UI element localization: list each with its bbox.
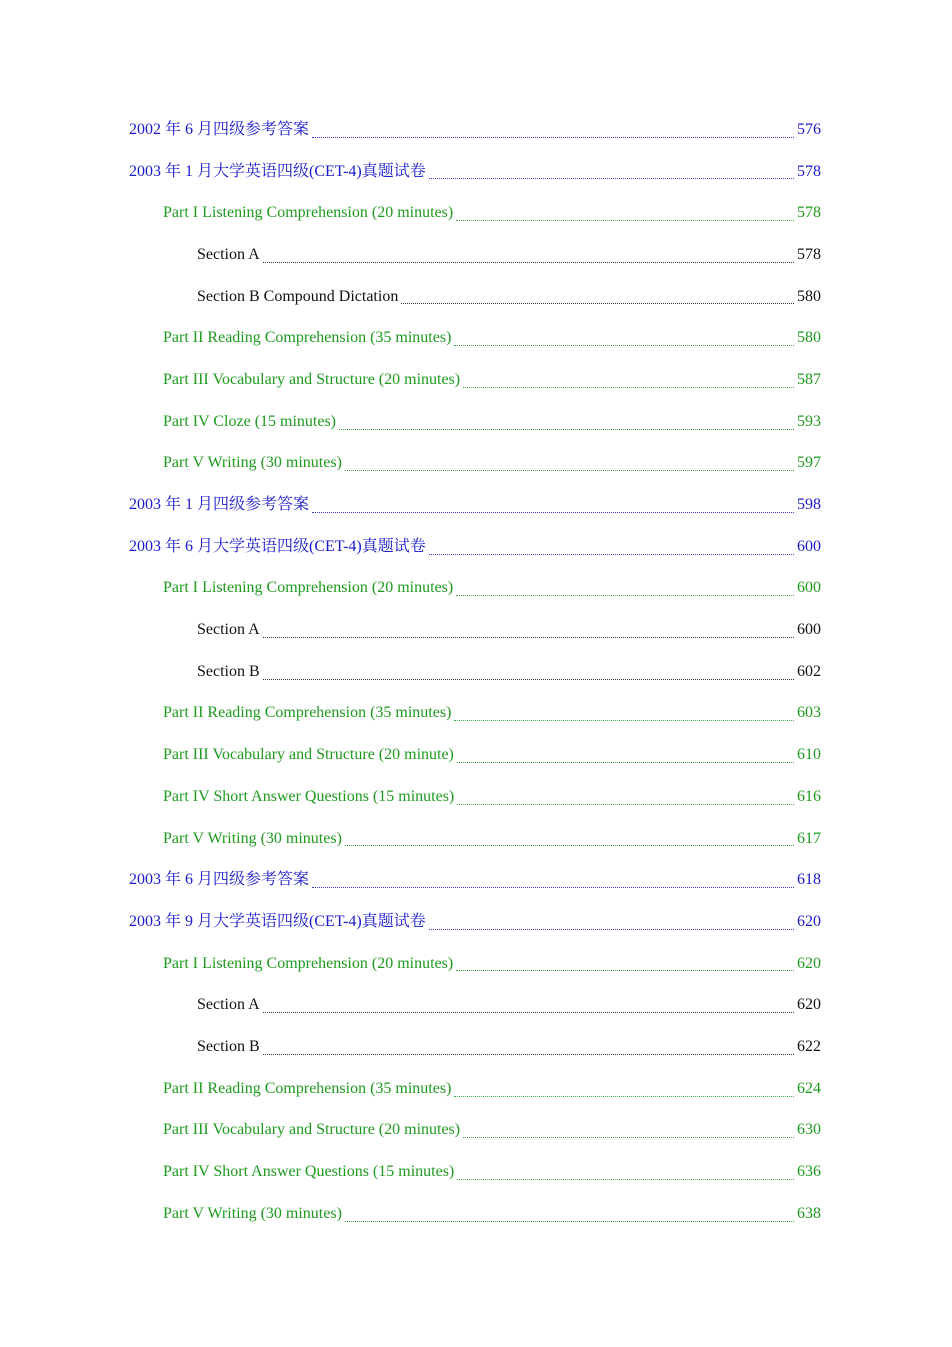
toc-entry-page-number[interactable]: 616 xyxy=(797,787,821,805)
dot-leader xyxy=(263,636,794,638)
toc-entry-title[interactable]: Part II Reading Comprehension (35 minutes) xyxy=(163,329,452,347)
toc-entry[interactable] xyxy=(0,776,952,818)
toc-entry-page-number[interactable]: 620 xyxy=(797,996,821,1014)
toc-entry[interactable] xyxy=(0,359,952,401)
dot-leader xyxy=(463,1136,794,1138)
toc-entry-page-number[interactable]: 578 xyxy=(797,204,821,222)
dot-leader xyxy=(345,469,794,471)
toc-entry-page-number[interactable]: 618 xyxy=(797,871,821,889)
toc-entry[interactable] xyxy=(0,192,952,234)
toc-entry-title[interactable]: Section B Compound Dictation xyxy=(197,287,399,305)
dot-leader xyxy=(263,1011,794,1013)
dot-leader xyxy=(312,136,794,138)
toc-entry-page-number[interactable]: 600 xyxy=(797,621,821,639)
dot-leader xyxy=(401,302,794,304)
toc-entry-page-number[interactable]: 630 xyxy=(797,1121,821,1139)
toc-entry[interactable] xyxy=(0,1068,952,1110)
dot-leader xyxy=(454,719,794,721)
toc-entry-page-number[interactable]: 576 xyxy=(797,120,821,138)
toc-entry[interactable] xyxy=(0,693,952,735)
toc-entry[interactable] xyxy=(0,734,952,776)
toc-entry[interactable] xyxy=(0,1110,952,1152)
toc-entry-title[interactable]: Part V Writing (30 minutes) xyxy=(163,829,342,847)
dot-leader xyxy=(429,928,794,930)
toc-entry[interactable] xyxy=(0,1193,952,1235)
dot-leader xyxy=(429,177,794,179)
toc-entry-title[interactable]: Section B xyxy=(197,662,260,680)
toc-entry-title[interactable]: Part III Vocabulary and Structure (20 minutes) xyxy=(163,1121,461,1139)
toc-entry-page-number[interactable]: 600 xyxy=(797,537,821,555)
toc-entry-title[interactable]: 2003 年 1 月四级参考答案 xyxy=(129,496,310,514)
toc-entry-title[interactable]: Part III Vocabulary and Structure (20 minutes) xyxy=(163,370,461,388)
dot-leader xyxy=(312,511,794,513)
toc-entry[interactable] xyxy=(0,443,952,485)
dot-leader xyxy=(263,1053,794,1055)
dot-leader xyxy=(457,1178,794,1180)
toc-entry-title[interactable]: Part IV Short Answer Questions (15 minutes) xyxy=(163,787,455,805)
toc-entry-page-number[interactable]: 587 xyxy=(797,370,821,388)
toc-entry[interactable] xyxy=(0,1151,952,1193)
dot-leader xyxy=(457,761,794,763)
dot-leader xyxy=(263,678,794,680)
toc-entry-title[interactable]: 2003 年 6 月大学英语四级(CET-4)真题试卷 xyxy=(129,537,426,555)
toc-entry[interactable] xyxy=(0,526,952,568)
toc-entry-title[interactable]: Part IV Short Answer Questions (15 minutes) xyxy=(163,1163,455,1181)
toc-entry-page-number[interactable]: 580 xyxy=(797,329,821,347)
toc-entry[interactable] xyxy=(0,568,952,610)
toc-entry-page-number[interactable]: 578 xyxy=(797,162,821,180)
toc-entry[interactable] xyxy=(0,943,952,985)
toc-entry-title[interactable]: Part II Reading Comprehension (35 minutes) xyxy=(163,704,452,722)
dot-leader xyxy=(429,553,794,555)
toc-entry-title[interactable]: Section A xyxy=(197,996,260,1014)
toc-entry-page-number[interactable]: 603 xyxy=(797,704,821,722)
toc-entry-title[interactable]: Part III Vocabulary and Structure (20 minute) xyxy=(163,746,454,764)
dot-leader xyxy=(456,969,794,971)
toc-entry-page-number[interactable]: 600 xyxy=(797,579,821,597)
toc-entry-title[interactable]: 2002 年 6 月四级参考答案 xyxy=(129,120,310,138)
toc-entry-page-number[interactable]: 580 xyxy=(797,287,821,305)
toc-entry-title[interactable]: Part I Listening Comprehension (20 minutes) xyxy=(163,579,454,597)
toc-entry-page-number[interactable]: 624 xyxy=(797,1079,821,1097)
dot-leader xyxy=(339,428,794,430)
dot-leader xyxy=(456,594,794,596)
toc-entry[interactable] xyxy=(0,484,952,526)
toc-entry-title[interactable]: Section A xyxy=(197,245,260,263)
toc-entry-page-number[interactable]: 597 xyxy=(797,454,821,472)
toc-entry-title[interactable]: Part I Listening Comprehension (20 minutes) xyxy=(163,954,454,972)
dot-leader xyxy=(312,886,794,888)
dot-leader xyxy=(454,1095,794,1097)
toc-entry-title[interactable]: 2003 年 1 月大学英语四级(CET-4)真题试卷 xyxy=(129,162,426,180)
dot-leader xyxy=(456,219,794,221)
toc-entry-page-number[interactable]: 593 xyxy=(797,412,821,430)
toc-entry-page-number[interactable]: 620 xyxy=(797,954,821,972)
toc-entry-title[interactable]: Part I Listening Comprehension (20 minutes) xyxy=(163,204,454,222)
toc-entry-title[interactable]: 2003 年 9 月大学英语四级(CET-4)真题试卷 xyxy=(129,912,426,930)
dot-leader xyxy=(263,261,794,263)
toc-entry-page-number[interactable]: 617 xyxy=(797,829,821,847)
toc-entry-page-number[interactable]: 636 xyxy=(797,1163,821,1181)
toc-entry[interactable] xyxy=(0,151,952,193)
table-of-contents xyxy=(0,109,952,1235)
toc-entry-title[interactable]: Section A xyxy=(197,621,260,639)
toc-entry-page-number[interactable]: 622 xyxy=(797,1037,821,1055)
toc-entry-title[interactable]: Part IV Cloze (15 minutes) xyxy=(163,412,337,430)
toc-entry[interactable] xyxy=(0,859,952,901)
toc-entry-page-number[interactable]: 578 xyxy=(797,245,821,263)
toc-entry[interactable] xyxy=(0,901,952,943)
toc-entry[interactable] xyxy=(0,609,952,651)
toc-entry-title[interactable]: Section B xyxy=(197,1037,260,1055)
toc-entry[interactable] xyxy=(0,1026,952,1068)
dot-leader xyxy=(457,803,794,805)
dot-leader xyxy=(454,344,794,346)
toc-entry[interactable] xyxy=(0,234,952,276)
dot-leader xyxy=(463,386,794,388)
toc-entry[interactable] xyxy=(0,984,952,1026)
toc-entry-title[interactable]: Part II Reading Comprehension (35 minutes) xyxy=(163,1079,452,1097)
toc-entry-title[interactable]: 2003 年 6 月四级参考答案 xyxy=(129,871,310,889)
toc-entry-page-number[interactable]: 610 xyxy=(797,746,821,764)
toc-entry-page-number[interactable]: 598 xyxy=(797,496,821,514)
toc-entry-title[interactable]: Part V Writing (30 minutes) xyxy=(163,1204,342,1222)
toc-entry-page-number[interactable]: 638 xyxy=(797,1204,821,1222)
toc-entry-page-number[interactable]: 620 xyxy=(797,912,821,930)
toc-entry-title[interactable]: Part V Writing (30 minutes) xyxy=(163,454,342,472)
toc-entry[interactable] xyxy=(0,109,952,151)
dot-leader xyxy=(345,1220,794,1222)
toc-entry[interactable] xyxy=(0,276,952,318)
toc-entry[interactable] xyxy=(0,317,952,359)
toc-entry-page-number[interactable]: 602 xyxy=(797,662,821,680)
dot-leader xyxy=(345,844,794,846)
toc-entry[interactable] xyxy=(0,401,952,443)
toc-entry[interactable] xyxy=(0,818,952,860)
toc-entry[interactable] xyxy=(0,651,952,693)
